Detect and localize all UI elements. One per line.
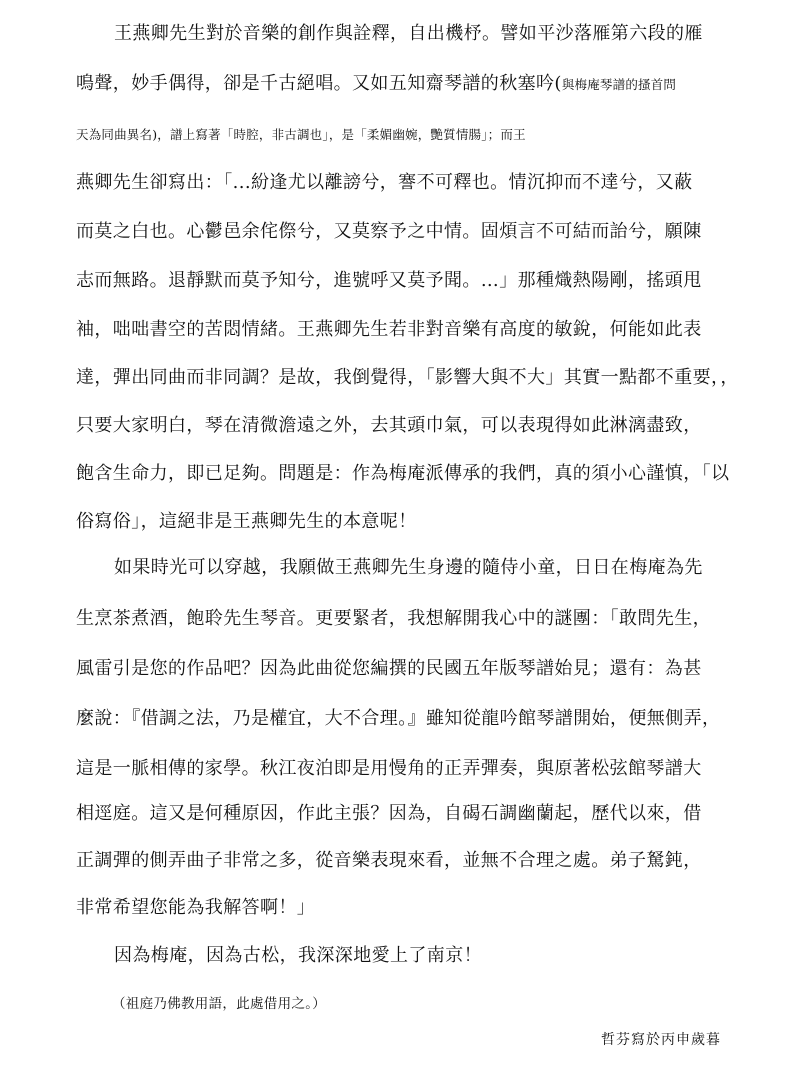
- paragraph-1-line-11: 俗寫俗」，這絕非是王燕卿先生的本意呢！: [76, 511, 417, 532]
- paragraph-2-line-3: 風雷引是您的作品吧？因為此曲從您編撰的民國五年版琴譜始見；還有：為甚: [76, 658, 702, 679]
- paragraph-2-line-6: 相逕庭。這又是何種原因，作此主張？因為，自碣石調幽蘭起，歷代以來，借: [76, 803, 702, 824]
- paragraph-1-line-9: 只要大家明白，琴在清微澹遠之外，去其頭巾氣，可以表現得如此淋漓盡致，: [76, 415, 702, 436]
- paragraph-3-line-1: 因為梅庵，因為古松，我深深地愛上了南京！: [114, 945, 482, 966]
- footnote: （祖庭乃佛教用語，此處借用之。）: [112, 996, 327, 1012]
- paragraph-1-line-2-text: 鳴聲，妙手偶得，卻是千古絕唱。又如五知齋琴譜的秋塞吟(: [76, 73, 562, 94]
- paragraph-1-line-4: 燕卿先生卻寫出：「...紛逢尤以離謗兮，謇不可釋也。情沉抑而不達兮，又蔽: [76, 172, 693, 193]
- paragraph-1-line-6: 志而無路。退靜默而莫予知兮，進號呼又莫予聞。…」那種熾熱陽剛，搖頭甩: [76, 270, 702, 291]
- paragraph-2-line-4: 麼說：『借調之法，乃是權宜，大不合理。』雖知從龍吟館琴譜開始，便無側弄，: [76, 708, 721, 729]
- paragraph-2-line-8: 非常希望您能為我解答啊！」: [76, 897, 316, 918]
- paragraph-2-line-5: 這是一脈相傳的家學。秋江夜泊即是用慢角的正弄彈奏，與原著松弦館琴譜大: [76, 758, 702, 779]
- paragraph-1-line-2: [76, 72, 726, 97]
- paragraph-1-line-8: 達，彈出同曲而非同調？是故，我倒覺得，「影響大與不大」其實一點都不重要，，: [76, 367, 739, 388]
- paragraph-1-line-7: 袖，咄咄書空的苦悶情緒。王燕卿先生若非對音樂有高度的敏銳，何能如此表: [76, 319, 702, 340]
- paragraph-2-line-2: 生烹茶煮酒，飽聆先生琴音。更要緊者，我想解開我心中的謎團：「敢問先生，: [76, 608, 711, 629]
- paragraph-2-line-1: 如果時光可以穿越，我願做王燕卿先生身邊的隨侍小童，日日在梅庵為先: [114, 557, 703, 578]
- paragraph-1-line-10: 飽含生命力，即已足夠。問題是：作為梅庵派傳承的我們，真的須小心謹慎，「以: [76, 463, 730, 484]
- signature: 哲芬寫於丙申歲暮: [601, 1032, 721, 1048]
- paragraph-1-line-3: [76, 122, 726, 147]
- paragraph-1-line-1: 王燕卿先生對於音樂的創作與詮釋，自出機杼。譬如平沙落雁第六段的雁: [114, 23, 703, 44]
- paragraph-2-line-7: 正調彈的側弄曲子非常之多，從音樂表現來看，並無不合理之處。弟子駑鈍，: [76, 850, 702, 871]
- paragraph-1-line-5: 而莫之白也。心鬱邑余侘傺兮，又莫察予之中情。固煩言不可結而詒兮，願陳: [76, 221, 702, 242]
- paragraph-1-line-3-text: 天為同曲異名)，譜上寫著「時腔，非古調也」，是「柔媚幽婉，艷質情腸」；而王: [76, 127, 526, 142]
- inline-small-note: 與梅庵琴譜的搔首問: [561, 77, 677, 92]
